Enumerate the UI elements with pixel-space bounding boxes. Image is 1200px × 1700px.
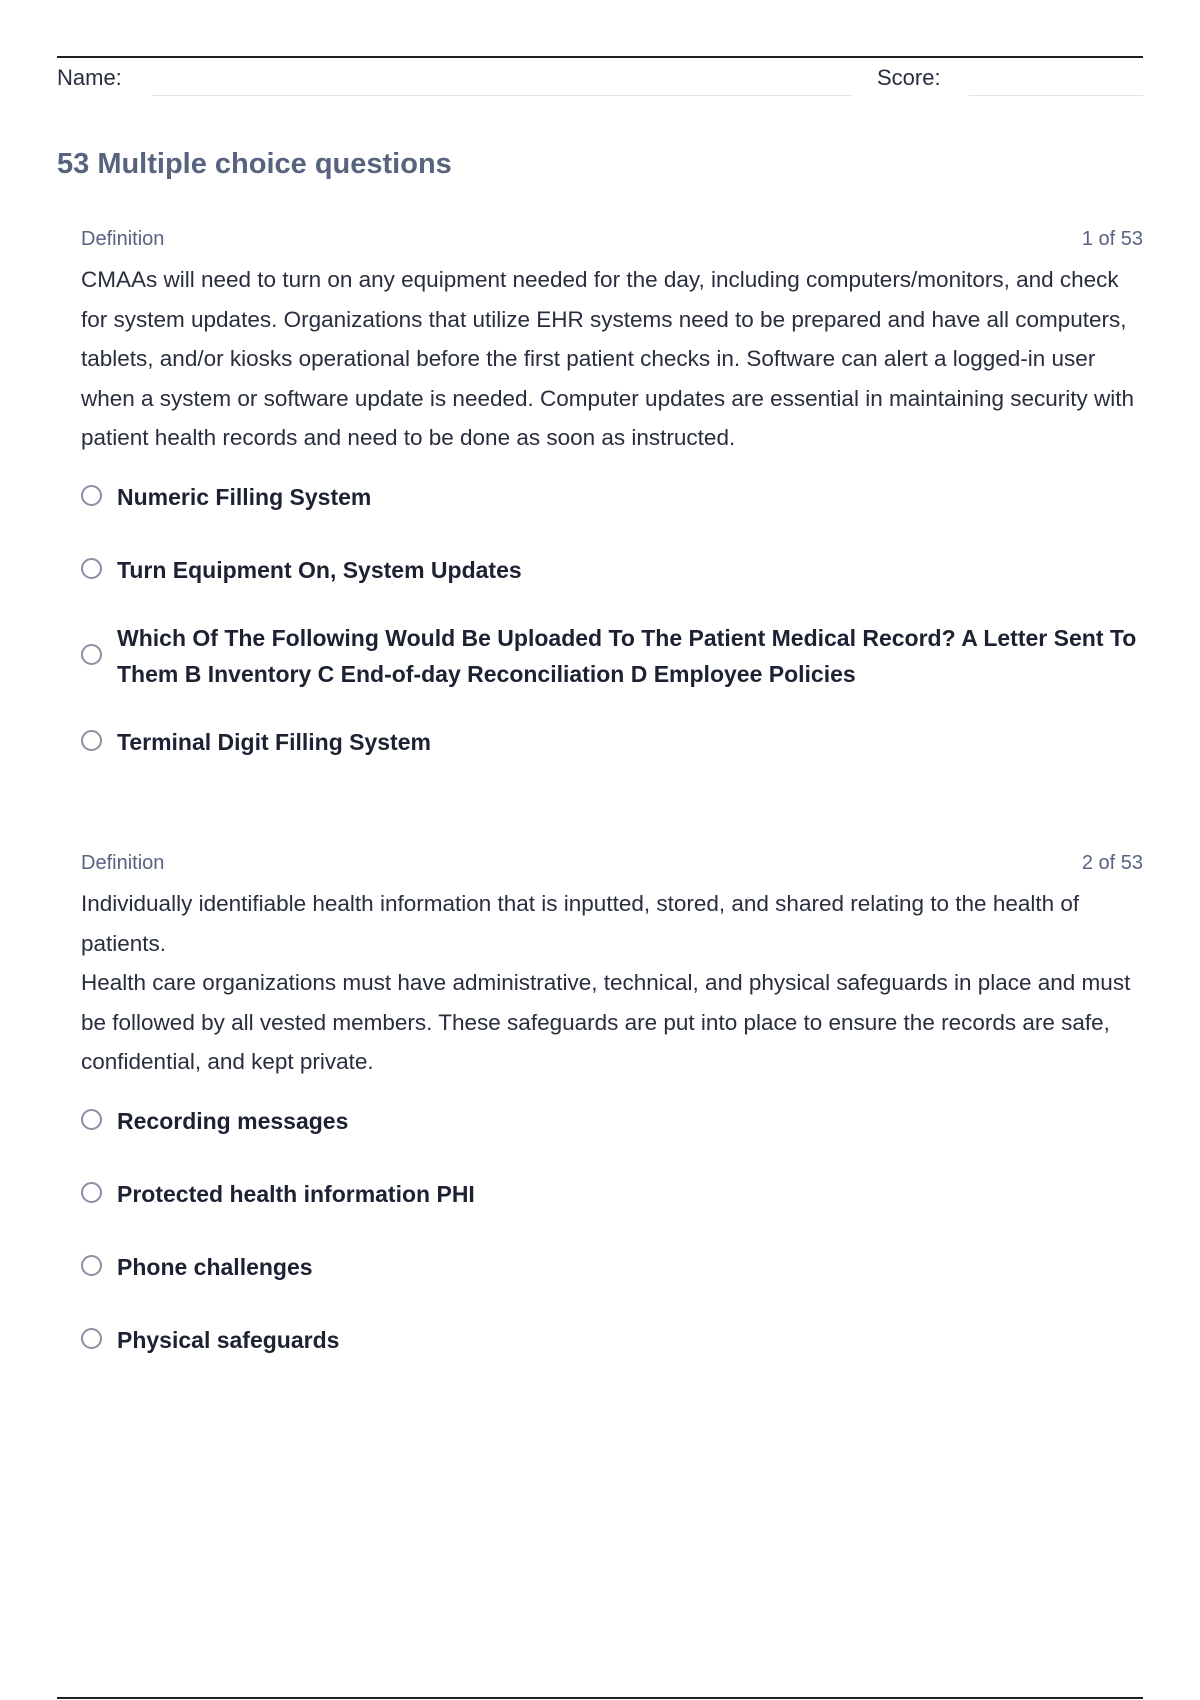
question-definition (81, 884, 1143, 1082)
answer-choices (81, 1098, 1143, 1363)
definition-paragraph: Individually identifiable health information that is inputted, stored, and shared relating to the health of patients. (81, 891, 1080, 956)
question-definition (81, 260, 1143, 458)
answer-choice-2b[interactable] (81, 1171, 1143, 1217)
score-field[interactable] (969, 95, 1143, 96)
question-header (81, 226, 1143, 256)
answer-choice-1a[interactable] (81, 474, 1143, 520)
question-card-2 (81, 850, 1143, 1390)
radio-button-icon[interactable] (81, 558, 102, 579)
answer-choice-label: Phone challenges (117, 1253, 313, 1280)
radio-button-icon[interactable] (81, 1255, 102, 1276)
radio-button-icon[interactable] (81, 1182, 102, 1203)
definition-paragraph: Health care organizations must have administrative, technical, and physical safeguards in place and must be followed by all vested members. These safeguards are put into place to ensure the records are safe, confidential, and kept private. (81, 970, 1131, 1074)
header-fields (57, 62, 1143, 98)
question-type-label: Definition (81, 852, 165, 874)
radio-button-icon[interactable] (81, 644, 102, 665)
question-header (81, 850, 1143, 880)
top-divider (57, 56, 1143, 58)
question-counter: 2 of 53 (1081, 852, 1143, 874)
radio-button-icon[interactable] (81, 1328, 102, 1349)
radio-button-icon[interactable] (81, 730, 102, 751)
radio-button-icon[interactable] (81, 485, 102, 506)
question-counter: 1 of 53 (1081, 228, 1143, 250)
definition-paragraph: CMAAs will need to turn on any equipment needed for the day, including computers/monitors, and check for system updates. Organizations that utilize EHR systems need to be prepared and have all computers, tablets, and/or kiosks operational before the first patient checks in. Software can alert a logged-in user when a system or software update is needed. Computer updates are essential in maintaining security with patient health records and need to be done as soon as instructed. (81, 267, 1135, 450)
question-card-1 (81, 226, 1143, 792)
answer-choice-label: Physical safeguards (117, 1326, 340, 1353)
worksheet-page (57, 0, 1143, 1700)
section-title: 53 Multiple choice questions (57, 148, 452, 180)
score-label: Score: (877, 65, 941, 90)
name-field[interactable] (152, 95, 852, 96)
answer-choice-label: Terminal Digit Filling System (117, 728, 431, 755)
bottom-divider (57, 1697, 1143, 1699)
answer-choice-label: Which Of The Following Would Be Uploaded To The Patient Medical Record? A Letter Sent To Them B Inventory C End-of-day Reconciliation D Employee Policies (117, 624, 1137, 687)
answer-choice-1c[interactable] (81, 620, 1143, 692)
answer-choice-2d[interactable] (81, 1317, 1143, 1363)
answer-choice-label: Numeric Filling System (117, 483, 372, 510)
answer-choice-1b[interactable] (81, 547, 1143, 593)
answer-choices (81, 474, 1143, 765)
answer-choice-label: Turn Equipment On, System Updates (117, 556, 522, 583)
answer-choice-label: Protected health information PHI (117, 1180, 475, 1207)
answer-choice-2c[interactable] (81, 1244, 1143, 1290)
answer-choice-2a[interactable] (81, 1098, 1143, 1144)
radio-button-icon[interactable] (81, 1109, 102, 1130)
name-label: Name: (57, 65, 122, 90)
answer-choice-1d[interactable] (81, 719, 1143, 765)
question-type-label: Definition (81, 228, 165, 250)
answer-choice-label: Recording messages (117, 1107, 349, 1134)
